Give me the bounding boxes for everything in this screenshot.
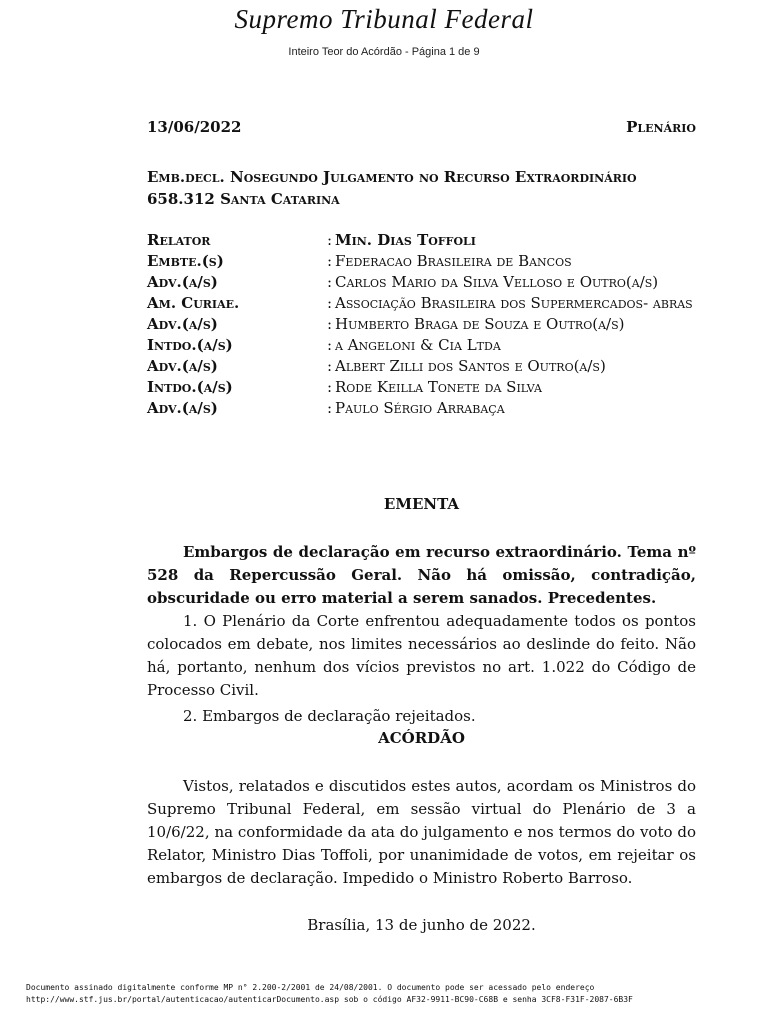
- court-name: Supremo Tribunal Federal: [234, 4, 534, 34]
- acordao-text: Vistos, relatados e discutidos estes autos, acordam os Ministros do Supremo Tribunal Federal, em sessão virtual do Plenário de 3 a 10/6/22, na conformidade da ata do julgamento e nos termos do voto do Relator, Ministro Dias Toffoli, por unanimidade de votos, em rejeitar os embargos de declaração. Impedido o Ministro Roberto Barroso.: [147, 777, 696, 887]
- party-colon: :: [327, 378, 333, 396]
- case-title: [147, 166, 696, 210]
- page-info: Inteiro Teor do Acórdão - Página 1 de 9: [288, 46, 480, 58]
- ementa-title: EMENTA: [383, 495, 460, 513]
- party-row: [147, 293, 696, 314]
- party-colon: :: [327, 336, 333, 354]
- case-title-line-2: 658.312 Santa Catarina: [147, 190, 340, 208]
- party-row: [147, 335, 696, 356]
- document-header-row: [147, 118, 696, 136]
- ementa-item-1: 1. O Plenário da Corte enfrentou adequadamente todos os pontos colocados em debate, nos limites necessários ao deslinde do feito. Não há, portanto, nenhum dos vícios previstos no art. 1.022 do Código de Processo Civil.: [147, 612, 696, 699]
- parties-list: [147, 230, 696, 419]
- digital-signature-footer: [26, 982, 756, 1006]
- case-title-line-1: Emb.decl. Nosegundo Julgamento no Recurso Extraordinário: [147, 168, 637, 186]
- party-name: Associação Brasileira dos Supermercados- abras: [335, 294, 693, 312]
- party-colon: :: [327, 399, 333, 417]
- document-date: 13/06/2022: [147, 118, 242, 136]
- party-name: Min. Dias Toffoli: [335, 231, 476, 249]
- party-colon: :: [327, 315, 333, 333]
- party-colon: :: [327, 252, 333, 270]
- party-colon: :: [327, 231, 333, 249]
- place-date: Brasília, 13 de junho de 2022.: [307, 916, 536, 934]
- party-row: [147, 230, 696, 251]
- court-organ: Plenário: [626, 118, 696, 136]
- party-role: Relator: [147, 231, 211, 249]
- party-role: Intdo.(a/s): [147, 378, 233, 396]
- party-role: Intdo.(a/s): [147, 336, 233, 354]
- party-name: a Angeloni & Cia Ltda: [335, 336, 501, 354]
- party-row: [147, 356, 696, 377]
- footer-line-2: http://www.stf.jus.br/portal/autenticacao/autenticarDocumento.asp sob o código AF32-9911-BC90-C68B e senha 3CF8-F31F-2087-6B3F: [26, 995, 633, 1004]
- party-role: Embte.(s): [147, 252, 224, 270]
- ementa-summary: Embargos de declaração em recurso extraordinário. Tema nº 528 da Repercussão Geral. Não há omissão, contradição, obscuridade ou erro material a serem sanados. Precedentes.: [147, 543, 696, 607]
- party-role: Am. Curiae.: [147, 294, 240, 312]
- party-colon: :: [327, 357, 333, 375]
- footer-line-1: Documento assinado digitalmente conforme MP n° 2.200-2/2001 de 24/08/2001. O documento pode ser acessado pelo endereço: [26, 983, 595, 992]
- acordao-title: ACÓRDÃO: [378, 729, 465, 747]
- party-row: [147, 272, 696, 293]
- party-colon: :: [327, 294, 333, 312]
- party-row: [147, 398, 696, 419]
- party-role: Adv.(a/s): [147, 399, 218, 417]
- party-colon: :: [327, 273, 333, 291]
- ementa-item-2: 2. Embargos de declaração rejeitados.: [183, 707, 476, 725]
- party-name: Humberto Braga de Souza e Outro(a/s): [335, 315, 625, 333]
- party-name: Federacao Brasileira de Bancos: [335, 252, 572, 270]
- party-name: Rode Keilla Tonete da Silva: [335, 378, 542, 396]
- party-role: Adv.(a/s): [147, 273, 218, 291]
- party-row: [147, 377, 696, 398]
- party-name: Albert Zilli dos Santos e Outro(a/s): [335, 357, 606, 375]
- party-row: [147, 314, 696, 335]
- party-name: Carlos Mario da Silva Velloso e Outro(a/s): [335, 273, 659, 291]
- party-name: Paulo Sérgio Arrabaça: [335, 399, 505, 417]
- party-role: Adv.(a/s): [147, 315, 218, 333]
- party-role: Adv.(a/s): [147, 357, 218, 375]
- party-row: [147, 251, 696, 272]
